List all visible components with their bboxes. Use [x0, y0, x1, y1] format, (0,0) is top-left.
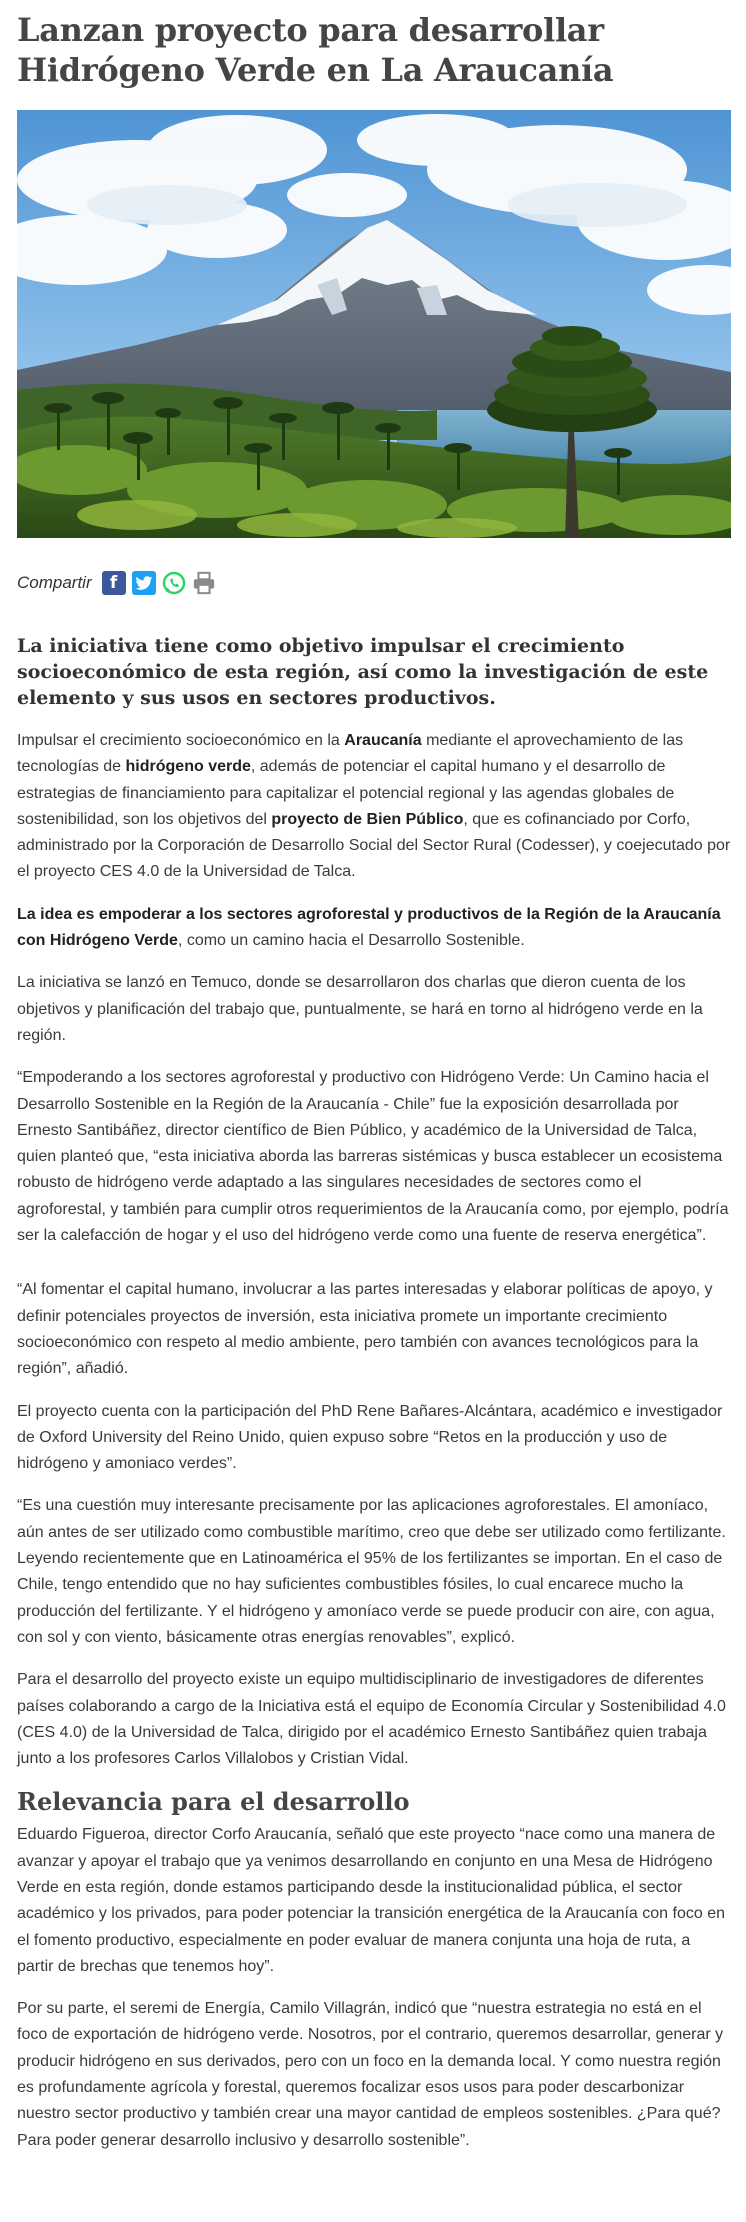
paragraph-4: “Empoderando a los sectores agroforestal y productivo con Hidrógeno Verde: Un Camino hacia el Desarrollo Sostenible en la Región de la Araucanía - Chile” fue la exposición desarrollada por Ernesto Santibáñez, director científico de Bien Público, y académico de la Universidad de Talca, quien planteó que, “esta iniciativa aborda las barreras sistémicas y busca establecer un ecosistema robusto de hidrógeno verde adaptado a las singulares necesidades de sectores como el agroforestal, y también para cumplir otros requerimientos de la Araucanía como, por ejemplo, podría ser la calefacción de hogar y el uso del hidrógeno verde como una fuente de reserva energética”.	[17, 1069, 729, 1245]
paragraph-10: Por su parte, el seremi de Energía, Camilo Villagrán, indicó que “nuestra estrategia no está en el foco de exportación de hidrógeno verde. Nosotros, por el contrario, queremos desarrollar, generar y producir hidrógeno en sus derivados, pero con un foco en la demanda local. Y como nuestra región es profundamente agrícola y forestal, queremos focalizar esos usos para poder descarbonizar nuestro sector productivo y también crear una mayor cantidad de empleos sostenibles. ¿Para qué? Para poder generar desarrollo inclusivo y desarrollo sostenible”.	[17, 2000, 724, 2149]
article-lead: La iniciativa tiene como objetivo impulsar el crecimiento socioeconómico de esta región, así como la investigación de este elemento y sus usos en sectores productivos.	[17, 635, 709, 709]
text-span: , que es cofinanciado por Corfo, administrado por la Corporación de Desarrollo Social del Sector Rural (Codesser), y coejecutado por el proyecto CES 4.0 de la Universidad de Talca.	[17, 810, 731, 881]
paragraph-3: La iniciativa se lanzó en Temuco, donde se desarrollaron dos charlas que dieron cuenta de los objetivos y planificación del trabajo que, puntualmente, se hará en torno al hidrógeno verde en la región.	[17, 974, 703, 1044]
paragraph-5: “Al fomentar el capital humano, involucrar a las partes interesadas y elaborar políticas de apoyo, y definir potenciales proyectos de inversión, esta iniciativa promete un importante crecimiento socioeconómico con respeto al medio ambiente, pero también con avances tecnológicos para la región”, añadió.	[17, 1281, 713, 1378]
whatsapp-icon[interactable]	[162, 571, 186, 595]
share-bar	[17, 568, 731, 598]
bold-span: proyecto de Bien Público	[271, 810, 464, 828]
article	[17, 0, 731, 2154]
text-span: Impulsar el crecimiento socioeconómico en la	[17, 732, 345, 749]
twitter-icon[interactable]	[132, 571, 156, 595]
paragraph-1	[17, 728, 731, 886]
section-heading: Relevancia para el desarrollo	[17, 1787, 410, 1817]
print-icon[interactable]	[192, 571, 216, 595]
bold-span: hidrógeno verde	[125, 758, 251, 776]
text-span: , además de potenciar el capital humano y el desarrollo de estrategias de financiamiento para capitalizar el potencial regional y las agendas globales de sostenibilidad, son los objetivos del	[17, 758, 675, 828]
paragraph-2	[17, 902, 731, 955]
text-span: , como un camino hacia el Desarrollo Sostenible.	[177, 932, 525, 950]
text-span: mediante el aprovechamiento de las tecnologías de	[17, 732, 684, 776]
paragraph-6: El proyecto cuenta con la participación del PhD Rene Bañares-Alcántara, académico e investigador de Oxford University del Reino Unido, quien expuso sobre “Retos en la producción y uso de hidrógeno y amoniaco verdes”.	[17, 1402, 723, 1473]
paragraph-9: Eduardo Figueroa, director Corfo Araucanía, señaló que este proyecto “nace como una manera de avanzar y apoyar el trabajo que ya venimos desarrollando en conjunto en una Mesa de Hidrógeno Verde en esta región, donde estamos participando desde la institucionalidad pública, el sector académico y los privados, para poder potenciar la transición energética de la Araucanía con foco en el fomento productivo, especialmente en poder evaluar de manera conjunta una hoja de ruta, a partir de brechas que tenemos hoy”.	[17, 1826, 725, 1975]
share-label: Compartir	[17, 573, 92, 592]
bold-span: La idea es empoderar a los sectores agroforestal y productivos de la Región de la Araucanía con Hidrógeno Verde	[17, 905, 721, 950]
paragraph-7: “Es una cuestión muy interesante precisamente por las aplicaciones agroforestales. El amoníaco, aún antes de ser utilizado como combustible marítimo, creo que debe ser utilizado como fertilizante. Leyendo recientemente que en Latinoamérica el 95% de los fertilizantes se importan. En el caso de Chile, tengo entendido que no hay suficientes combustibles fósiles, lo cual encarece mucho la producción del fertilizante. Y el hidrógeno y amoníaco verde se puede producir con aire, con agua, con sol y con viento, básicamente otras energías renovables”, explicó.	[17, 1497, 726, 1646]
article-title: Lanzan proyecto para desarrollar Hidrógeno Verde en La Araucanía	[17, 11, 614, 89]
paragraph-8: Para el desarrollo del proyecto existe un equipo multidisciplinario de investigadores de diferentes países colaborando a cargo de la Iniciativa está el equipo de Economía Circular y Sostenibilidad 4.0 (CES 4.0) de la Universidad de Talca, dirigido por el académico Ernesto Santibáñez quien trabaja junto a los profesores Carlos Villalobos y Cristian Vidal.	[17, 1671, 726, 1768]
facebook-icon[interactable]: f	[102, 571, 126, 595]
hero-image	[17, 110, 731, 538]
bold-span: Araucanía	[344, 732, 422, 749]
